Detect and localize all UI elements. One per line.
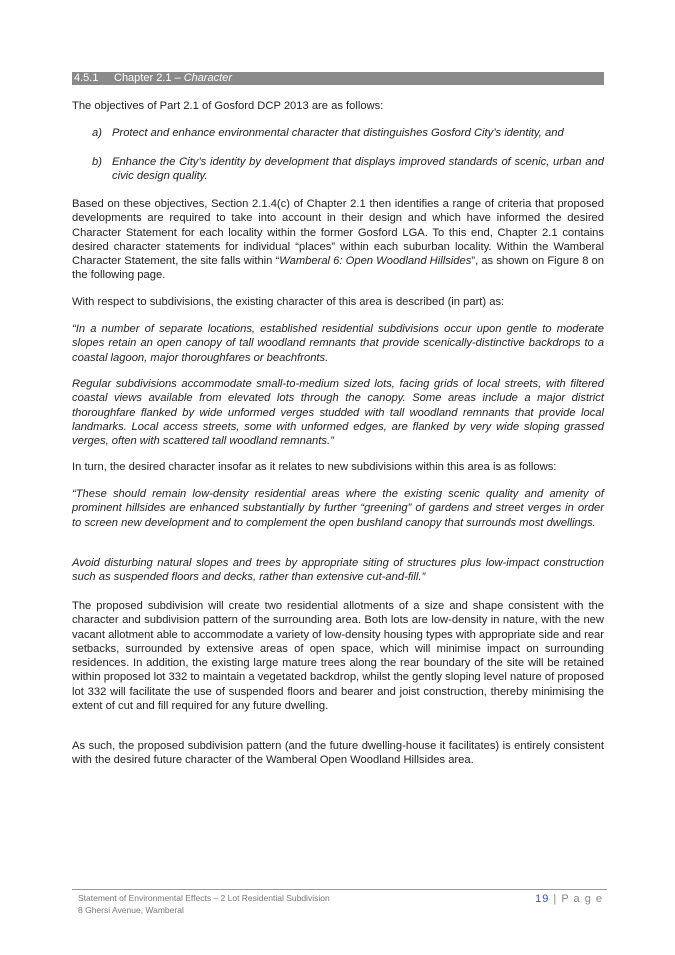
section-title: Chapter 2.1 – — [114, 72, 184, 84]
paragraph-proposed: The proposed subdivision will create two residential allotments of a size and shape consistent with the character and subdivision pattern of the surrounding area. Both lots are low-density in nature, with the new vacant allotment able to accommodate a variety of low-density housing types with appropriate side and rear setbacks, surrounded by extensive areas of open space, which will minimise impact on surrounding residences. In addition, the existing large mature trees along the rear boundary of the site will be retained within proposed lot 332 to maintain a vegetated backdrop, whilst the gently sloping level nature of proposed lot 332 will facilitate the use of suspended floors and bearer and joist construction, thereby minimising the extent of cut and fill required for any future dwelling. — [72, 600, 604, 713]
text: Based on these objectives, Section 2.1.4(c) of Chapter 2.1 then identifies a range of criteria that proposed developments are required to take into account in their design and which have informed the desired Character Statement for each locality within the former Gosford LGA. To this end, Chapter 2.1 contains desired character statements for individual “places” within each suburban locality. Within the Wamberal Character Statement, the site falls within “ — [72, 198, 604, 268]
section-heading — [72, 72, 604, 85]
intro-paragraph: The objectives of Part 2.1 of Gosford DCP 2013 are as follows: — [72, 100, 384, 112]
list-text: Protect and enhance environmental character that distinguishes Gosford City’s identity, and — [112, 127, 564, 139]
paragraph-based — [72, 197, 604, 283]
quote-existing-1: “In a number of separate locations, established residential subdivisions occur upon gentle to moderate slopes retain an open canopy of tall woodland remnants that provide scenically-distinctive backdrops to a coastal lagoon, major thoroughfares or beachfronts. — [72, 323, 604, 364]
page-num: 19 — [535, 893, 550, 905]
footer-divider — [72, 889, 607, 890]
list-marker: a) — [92, 127, 102, 139]
list-marker: b) — [92, 156, 102, 168]
place-name: Wamberal 6: Open Woodland Hillsides — [279, 255, 472, 268]
quote-desired-2: Avoid disturbing natural slopes and trees by appropriate siting of structures plus low-impact construction such as suspended floors and decks, rather than extensive cut-and-fill.” — [72, 557, 604, 584]
page-sep: | — [549, 893, 562, 905]
page-number — [535, 893, 603, 905]
text: ”, as shown on Figure 8 on the following page. — [72, 255, 605, 282]
section-number: 4.5.1 — [74, 72, 99, 84]
page-label: P a g e — [561, 893, 603, 905]
footer-address: 8 Ghersi Avenue, Wamberal — [78, 905, 184, 915]
paragraph-turn: In turn, the desired character insofar as it relates to new subdivisions within this area is as follows: — [72, 461, 557, 473]
paragraph-respect: With respect to subdivisions, the existing character of this area is described (in part) as: — [72, 296, 505, 308]
section-title-italic: Character — [183, 72, 233, 84]
quote-desired-1: “These should remain low-density residential areas where the existing scenic quality and amenity of prominent hillsides are enhanced substantially by further “greening” of gardens and street verges in order to screen new development and to complement the open bushland canopy that surrounds most dwellings. — [72, 488, 604, 529]
objective-b — [92, 155, 604, 184]
objective-a — [92, 126, 604, 140]
paragraph-conclusion: As such, the proposed subdivision pattern (and the future dwelling-house it facilitates) is entirely consistent with the desired future character of the Wamberal Open Woodland Hillsides area. — [72, 740, 604, 767]
list-text: Enhance the City’s identity by development that displays improved standards of scenic, urban and civic design quality. — [112, 156, 604, 183]
quote-existing-2: Regular subdivisions accommodate small-to-medium sized lots, facing grids of local streets, with filtered coastal views available from elevated lots through the canopy. Some areas include a major district thoroughfare flanked by wide unformed verges studded with tall woodland remnants that provide local landmarks. Local access streets, some with unformed edges, are flanked by very wide sloping grassed verges, often with scattered tall woodland remnants.” — [72, 378, 604, 448]
footer-title: Statement of Environmental Effects – 2 Lot Residential Subdivision — [78, 893, 330, 903]
